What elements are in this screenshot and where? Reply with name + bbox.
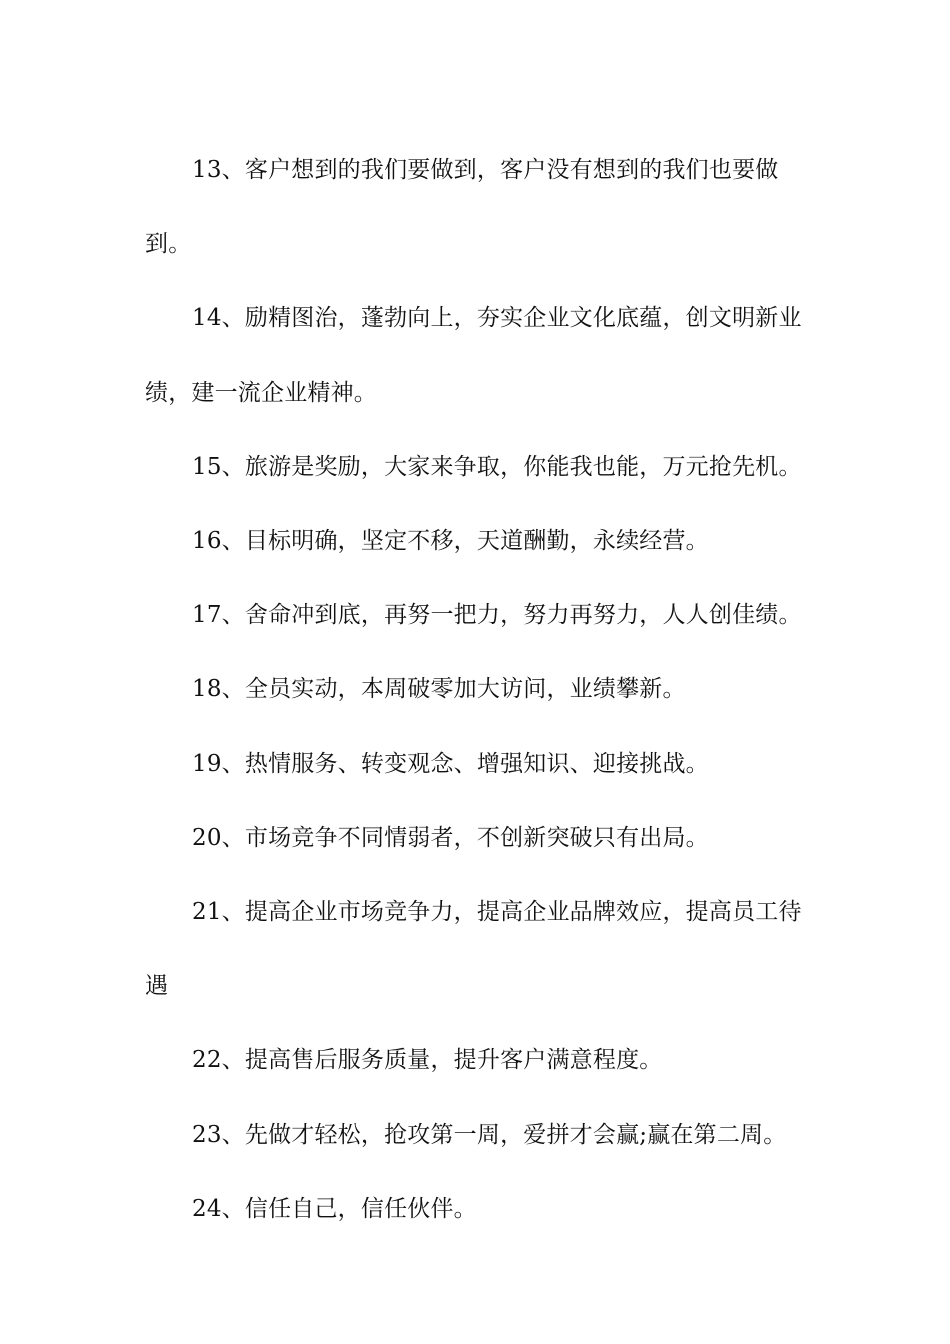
paragraph-15: 15、旅游是奖励，大家来争取，你能我也能，万元抢先机。 (192, 453, 802, 480)
paragraph-24: 24、信任自己，信任伙伴。 (192, 1195, 477, 1222)
paragraph-14: 14、励精图治，蓬勃向上，夯实企业文化底蕴，创文明新业绩，建一流企业精神。 (145, 305, 802, 406)
paragraph-16: 16、目标明确，坚定不移，天道酬勤，永续经营。 (192, 528, 709, 555)
paragraph-17: 17、舍命冲到底，再努一把力，努力再努力，人人创佳绩。 (192, 602, 802, 629)
paragraph-21: 21、提高企业市场竞争力，提高企业品牌效应，提高员工待遇 (145, 899, 802, 1000)
paragraph-22: 22、提高售后服务质量，提升客户满意程度。 (192, 1047, 663, 1074)
paragraph-20: 20、市场竞争不同情弱者，不创新突破只有出局。 (192, 824, 709, 851)
paragraph-23: 23、先做才轻松，抢攻第一周，爱拼才会赢;赢在第二周。 (192, 1121, 787, 1148)
paragraph-19: 19、热情服务、转变观念、增强知识、迎接挑战。 (192, 750, 709, 777)
paragraph-13: 13、客户想到的我们要做到，客户没有想到的我们也要做到。 (145, 157, 779, 258)
document-body (145, 133, 810, 1246)
paragraph-18: 18、全员实动，本周破零加大访问，业绩攀新。 (192, 676, 686, 703)
